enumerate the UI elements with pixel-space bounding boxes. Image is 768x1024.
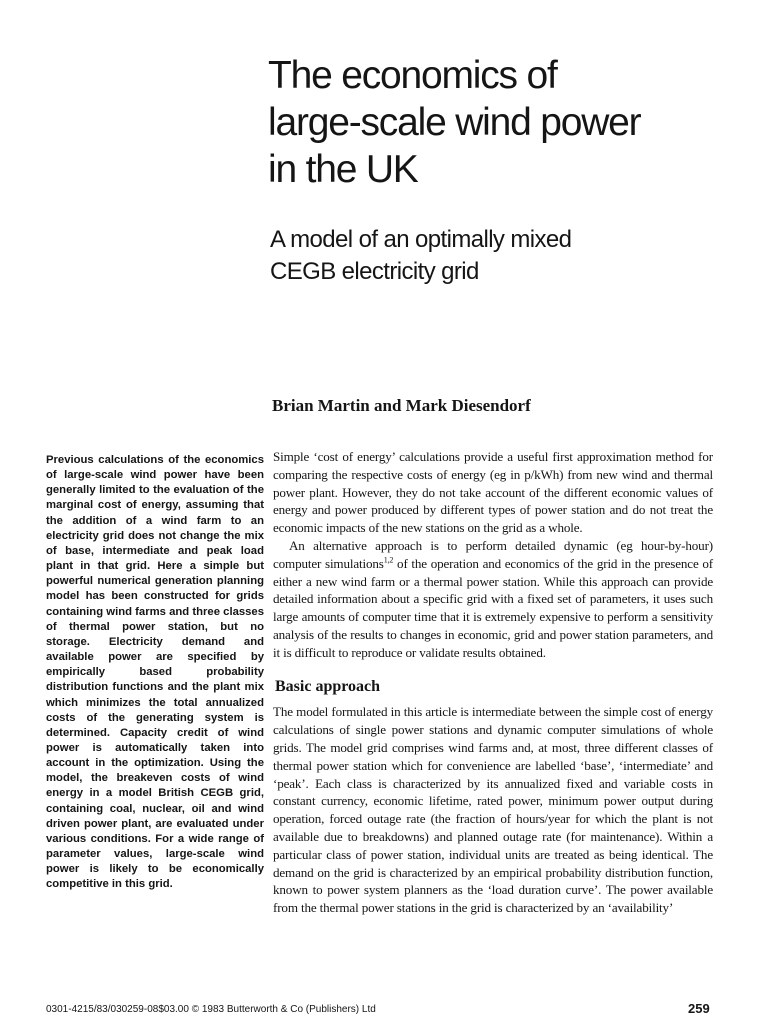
body-paragraph: The model formulated in this article is intermediate between the simple cost of energy calculations of single power stations and dynamic computer simulations of whole grids. The model grid comprises wind farms and, at most, three different classes of thermal power station which for convenience are labelled ‘base’, ‘intermediate’ and ‘peak’. Each class is characterized by its annualized fixed and variable costs in constant currency, economic lifetime, rated power, minimum power output during operation, forced outage rate (the fraction of hours/year for which the plant is not available due to breakdowns) and planned outage rate (for maintenance). Within a particular class of power station, individual units are treated as being identical. The demand on the grid is characterized by an empirical probability distribution function, known to power system planners as the ‘load duration curve’. The power available from the thermal power stations in the grid is characterized by an ‘availability’ [273, 704, 713, 916]
section-heading: Basic approach [275, 677, 381, 695]
citation-footer: 0301-4215/83/030259-08$03.00 © 1983 Butterworth & Co (Publishers) Ltd [46, 1004, 376, 1015]
reference-marker: 1,2 [383, 555, 394, 565]
subtitle-line: CEGB electricity grid [270, 258, 479, 285]
article-subtitle [270, 224, 750, 288]
title-line: in the UK [268, 148, 418, 191]
paragraph-text: of the operation and economics of the grid in the presence of either a new wind farm or a thermal power station. While this approach can provide detailed information about a specific grid with a fixed set of parameters, it uses such large amounts of computer time that it is extremely expensive to perform a sensitivity analysis of the results to changes in economic, grid and power station parameters, and it is difficult to reproduce or validate results obtained. [273, 555, 713, 660]
page-number: 259 [688, 1001, 710, 1016]
authors: Brian Martin and Mark Diesendorf [272, 396, 531, 415]
article-body [273, 448, 713, 917]
subtitle-line: A model of an optimally mixed [270, 226, 572, 253]
title-line: large-scale wind power [268, 101, 641, 144]
body-paragraph [273, 537, 713, 662]
paragraph-text: An alternative approach is to perform detailed dynamic (eg hour-by-hour) computer simulations [273, 537, 713, 571]
abstract: Previous calculations of the economics of large-scale wind power have been generally limited to the evaluation of the marginal cost of energy, assuming that the addition of a wind farm to an electricity grid does not change the mix of base, intermediate and peak load plant in that grid. Here a simple but powerful numerical generation planning model has been constructed for grids containing wind farms and three classes of thermal power station, but no storage. Electricity demand and available power are specified by empirically based probability distribution functions and the plant mix which minimizes the total annualized costs of the generating system is determined. Capacity credit of wind power is automatically taken into account in the optimization. Using the model, the breakeven costs of wind energy in a model British CEGB grid, containing coal, nuclear, oil and wind driven power plant, are evaluated under various conditions. For a wide range of parameter values, large-scale wind power is likely to be economically competitive in this grid. [46, 454, 264, 891]
title-line: The economics of [268, 54, 557, 97]
body-paragraph: Simple ‘cost of energy’ calculations provide a useful first approximation method for comparing the respective costs of energy (eg in p/kWh) from new wind and thermal power plant. However, they do not take account of the different economic values of energy and power produced by different types of power station and do not treat the economic impacts of the new stations on the grid as a whole. [273, 449, 713, 536]
article-title [268, 52, 748, 193]
